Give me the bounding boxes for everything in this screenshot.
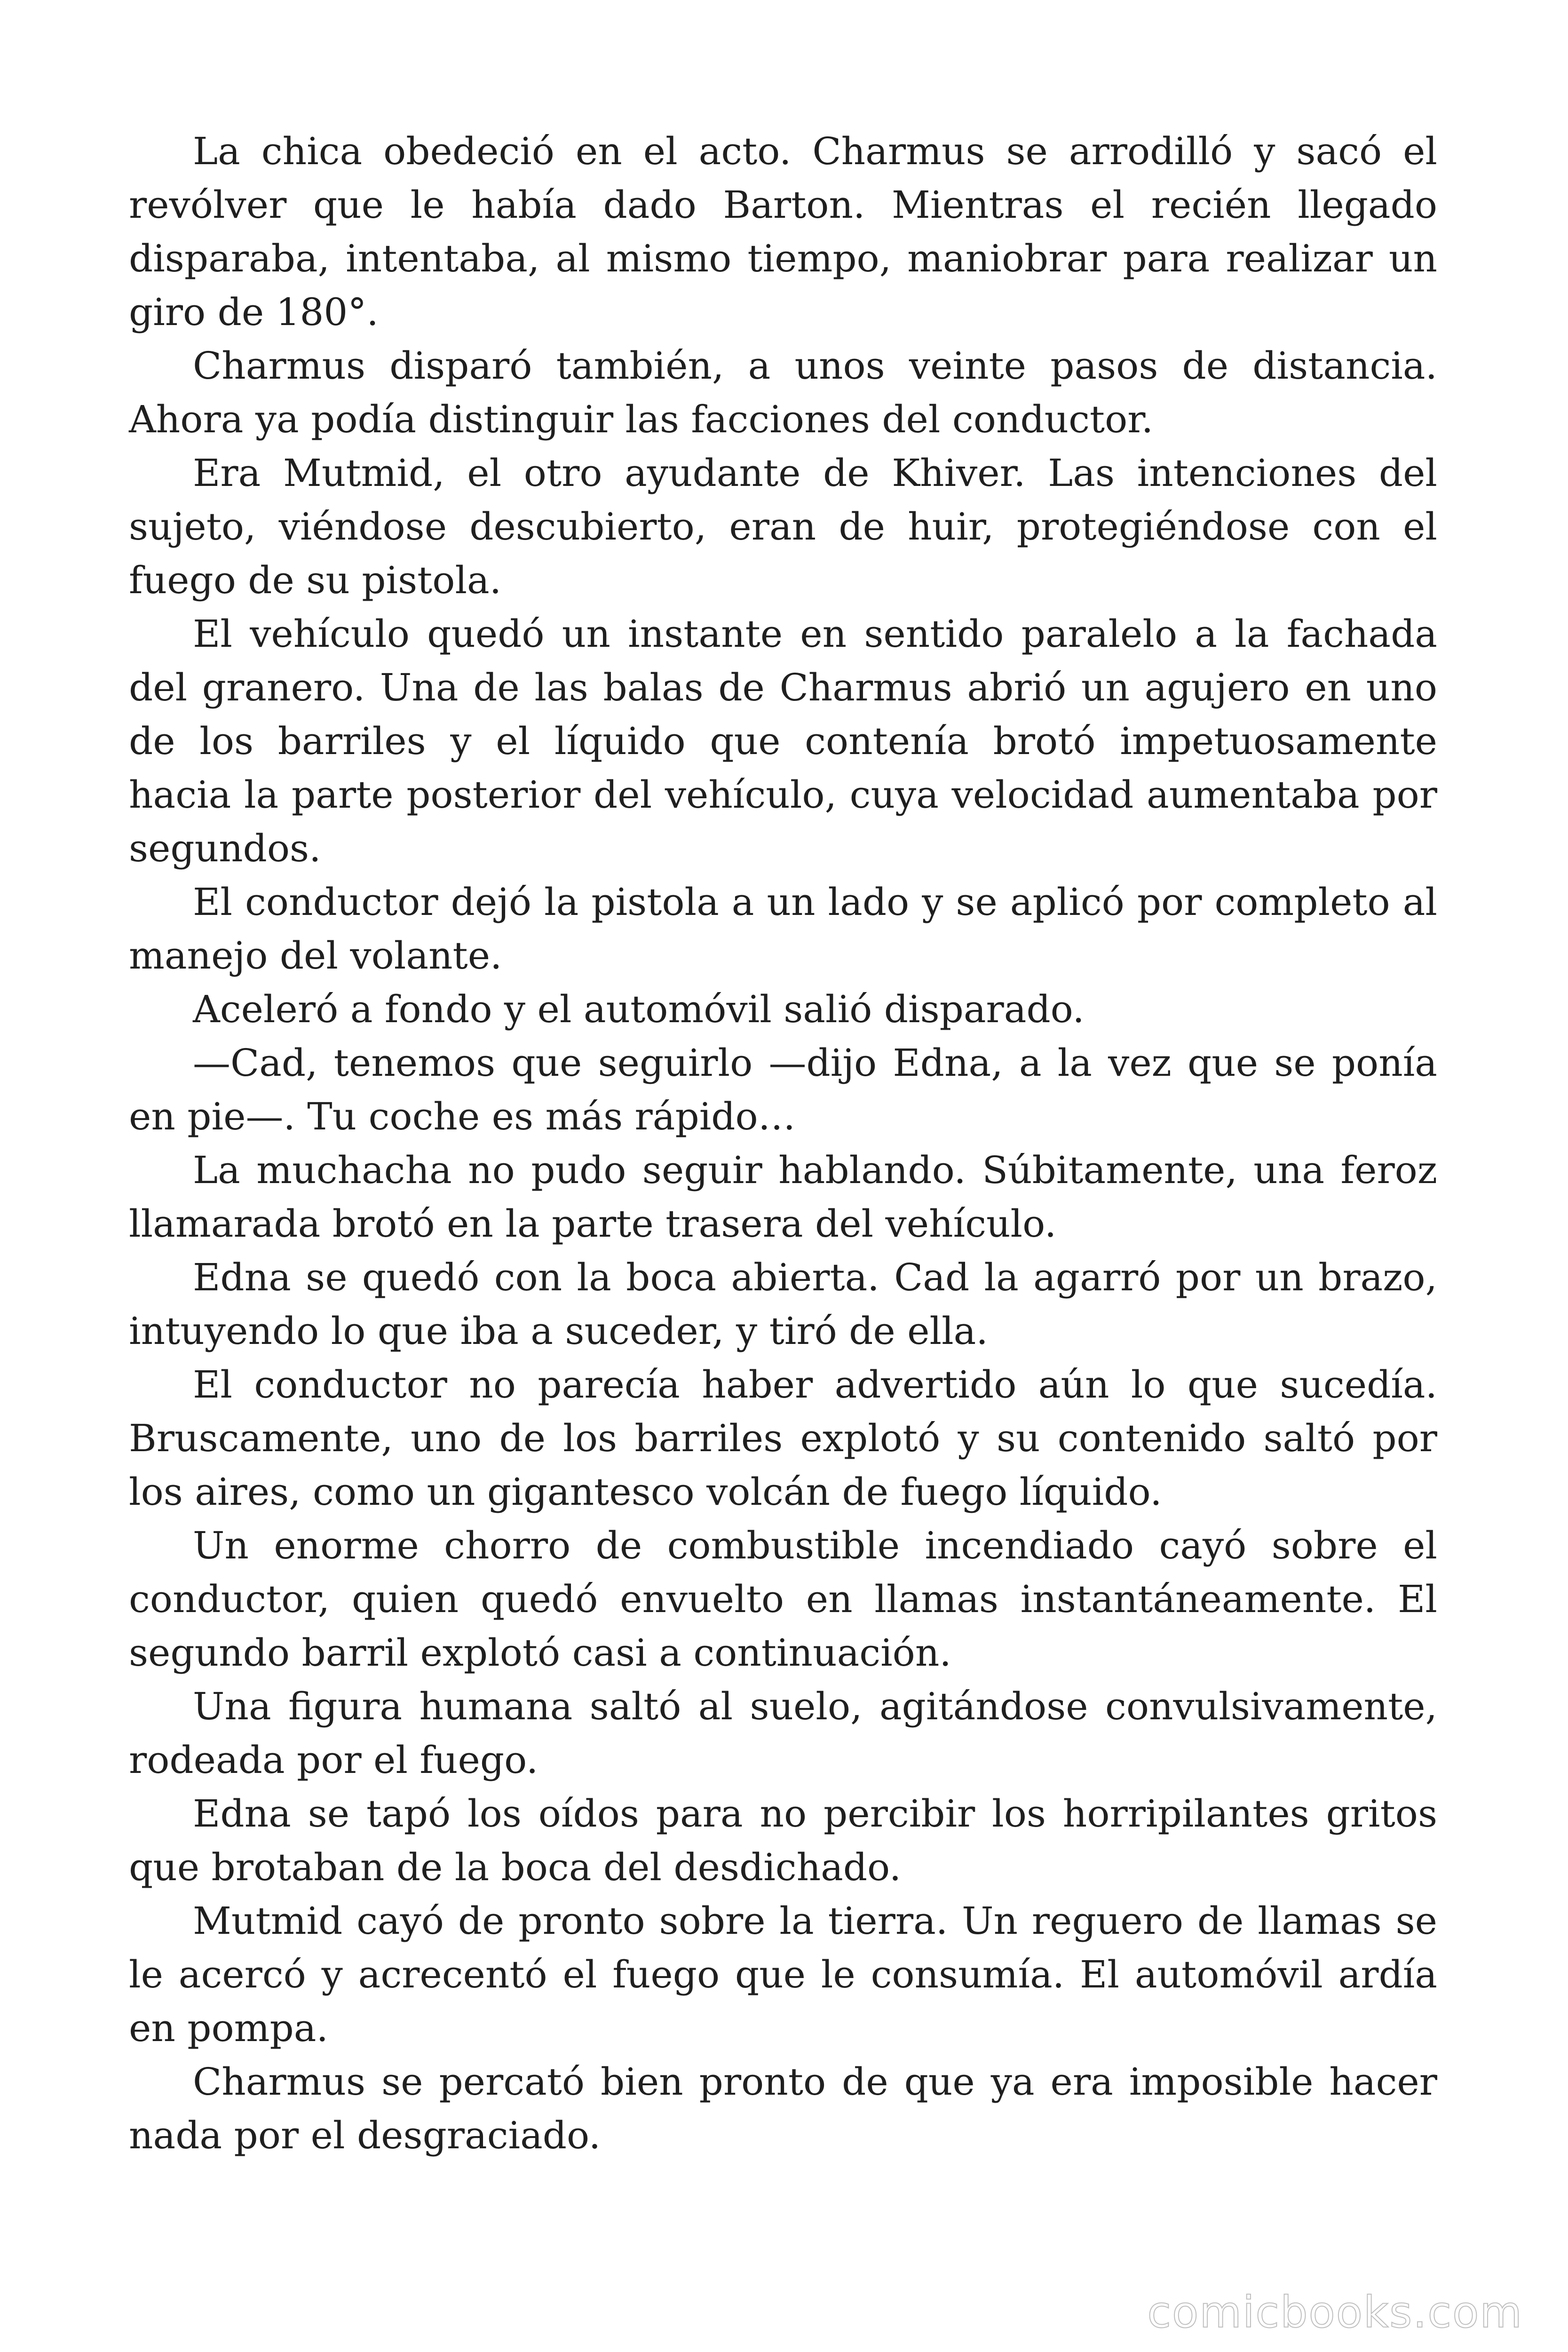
paragraph-6: Aceleró a fondo y el automóvil salió disparado. (193, 987, 1085, 1031)
paragraph-9: Edna se quedó con la boca abierta. Cad la agarró por un brazo, intuyendo lo que iba a suceder, y tiró de ella. (129, 1255, 1437, 1353)
paragraph-8: La muchacha no pudo seguir hablando. Súbitamente, una feroz llamarada brotó en la parte trasera del vehículo. (129, 1148, 1437, 1246)
paragraph-1: La chica obedeció en el acto. Charmus se arrodilló y sacó el revólver que le había dado Barton. Mientras el recién llegado disparaba, intentaba, al mismo tiempo, maniobrar para realizar un giro de 180°. (129, 129, 1437, 334)
paragraph-12: Una figura humana saltó al suelo, agitándose convulsivamente, rodeada por el fuego. (129, 1685, 1437, 1782)
watermark-logo: comicbooks.com (1147, 2287, 1523, 2337)
paragraph-13: Edna se tapó los oídos para no percibir los horripilantes gritos que brotaban de la boca del desdichado. (129, 1792, 1437, 1889)
paragraph-7: —Cad, tenemos que seguirlo —dijo Edna, a la vez que se ponía en pie—. Tu coche es más rápido… (129, 1041, 1437, 1138)
paragraph-15: Charmus se percató bien pronto de que ya era imposible hacer nada por el desgraciado. (129, 2060, 1437, 2157)
paragraph-11: Un enorme chorro de combustible incendiado cayó sobre el conductor, quien quedó envuelto en llamas instantáneamente. El segundo barril explotó casi a continuación. (129, 1524, 1437, 1675)
paragraph-14: Mutmid cayó de pronto sobre la tierra. Un reguero de llamas se le acercó y acrecentó el fuego que le consumía. El automóvil ardía en pompa. (129, 1899, 1437, 2050)
paragraph-10: El conductor no parecía haber advertido aún lo que sucedía. Bruscamente, uno de los barriles explotó y su contenido saltó por los aires, como un gigantesco volcán de fuego líquido. (129, 1363, 1437, 1514)
paragraph-4: El vehículo quedó un instante en sentido paralelo a la fachada del granero. Una de las balas de Charmus abrió un agujero en uno de los barriles y el líquido que contenía brotó impetuosamente hacia la parte posterior del vehículo, cuya velocidad aumentaba por segundos. (129, 612, 1437, 870)
body-text (129, 125, 1437, 2162)
paragraph-5: El conductor dejó la pistola a un lado y se aplicó por completo al manejo del volante. (129, 880, 1437, 977)
paragraph-3: Era Mutmid, el otro ayudante de Khiver. Las intenciones del sujeto, viéndose descubierto, eran de huir, protegiéndose con el fuego de su pistola. (129, 451, 1437, 602)
paragraph-2: Charmus disparó también, a unos veinte pasos de distancia. Ahora ya podía distinguir las facciones del conductor. (129, 344, 1437, 441)
